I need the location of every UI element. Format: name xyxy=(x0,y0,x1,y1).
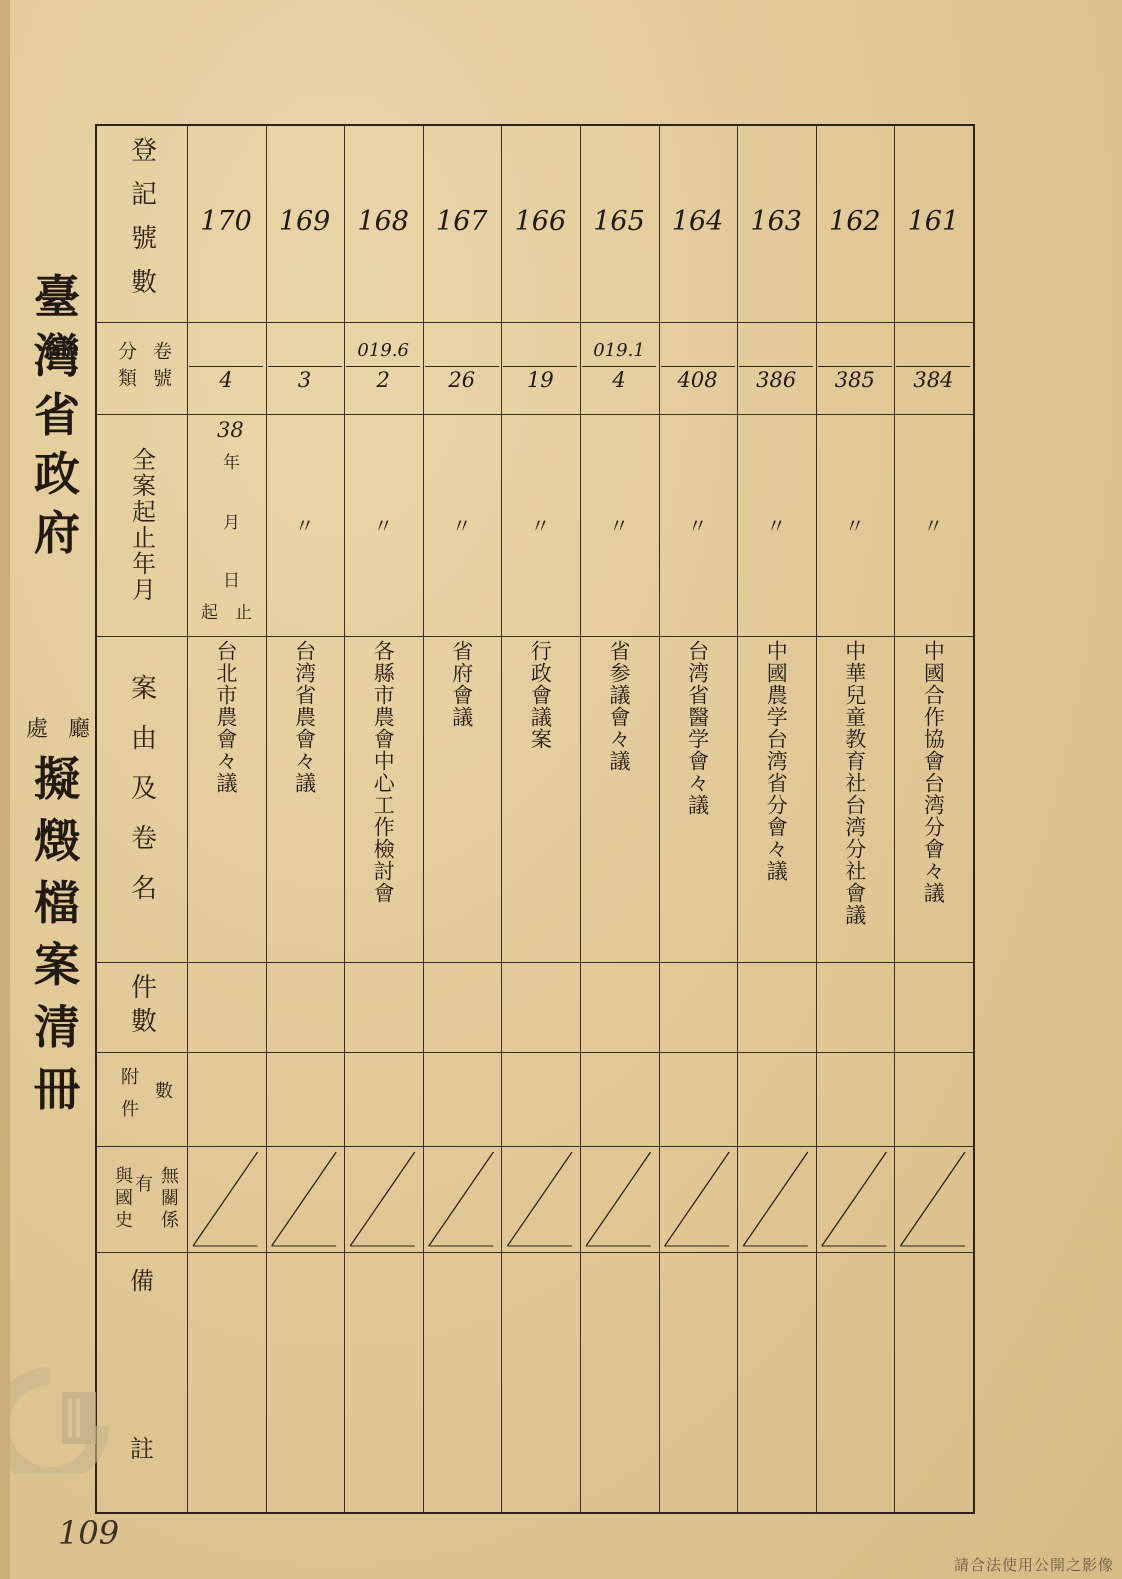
history-slash-mark xyxy=(193,1152,258,1246)
history-slash-mark xyxy=(900,1152,965,1246)
history-slash-mark xyxy=(665,1152,730,1246)
record-ditto-mark: 〃 xyxy=(844,514,865,538)
date-year-value: 38 xyxy=(217,418,244,442)
record-subject-text: 省参議會々議 xyxy=(607,640,631,772)
date-day-label: 日 xyxy=(223,571,240,591)
record-vol-no: 26 xyxy=(425,366,499,393)
history-slash-mark xyxy=(272,1152,337,1246)
record-vol-no: 385 xyxy=(818,366,892,393)
record-subject-text: 中國合作協會台湾分會々議 xyxy=(921,640,946,904)
record-vol-no: 19 xyxy=(503,366,577,393)
usage-watermark: 請合法使用公開之影像 xyxy=(953,1556,1114,1574)
date-start-label: 起 xyxy=(201,603,218,623)
header-subject xyxy=(97,636,187,962)
header-history xyxy=(97,1146,187,1252)
header-count-label: 件數 xyxy=(126,973,157,1041)
record-subject xyxy=(423,640,501,728)
side-title-char: 府 xyxy=(34,506,80,560)
record-subject xyxy=(187,640,265,794)
row-divider xyxy=(97,322,973,323)
header-remarks-top xyxy=(97,1252,187,1304)
header-history-label-b: 有 xyxy=(132,1174,153,1196)
record-subject-text: 中華兒童教育社台湾分社會議 xyxy=(842,640,867,926)
history-slash-mark xyxy=(429,1152,494,1246)
history-hatch-marks xyxy=(187,1146,973,1252)
column-divider xyxy=(423,126,424,1512)
record-subject-text: 各縣市農會中心工作檢討會 xyxy=(371,640,396,904)
record-reg-no: 165 xyxy=(593,206,645,237)
column-divider xyxy=(659,126,660,1512)
header-history-label-c: 與國史 xyxy=(112,1166,133,1232)
record-subject xyxy=(894,640,972,904)
header-remarks-bottom xyxy=(97,1416,187,1476)
row-divider xyxy=(97,1052,973,1053)
header-vol-cat xyxy=(97,322,187,414)
record-subject xyxy=(737,640,815,882)
side-title-char: 省 xyxy=(34,388,80,442)
record-ditto-mark: 〃 xyxy=(451,514,472,538)
record-reg-no: 163 xyxy=(750,206,802,237)
side-title-char: 檔 xyxy=(34,876,80,930)
record-ditto-mark: 〃 xyxy=(530,514,551,538)
header-column xyxy=(97,126,188,1512)
record-vol-no: 4 xyxy=(189,366,263,393)
record-subject xyxy=(344,640,422,904)
record-subject-text: 中國農学台湾省分會々議 xyxy=(764,640,789,882)
header-remarks-label2: 註 xyxy=(130,1434,154,1463)
record-subject xyxy=(659,640,737,816)
record-subject xyxy=(501,640,579,750)
history-slash-mark xyxy=(743,1152,808,1246)
record-ditto-mark: 〃 xyxy=(294,514,315,538)
record-vol-no: 3 xyxy=(268,366,342,393)
date-end-label: 止 xyxy=(235,603,252,623)
record-reg-no: 169 xyxy=(278,206,331,237)
record-subject-text: 台湾省農會々議 xyxy=(292,640,317,794)
side-title-char: 冊 xyxy=(34,1062,80,1116)
side-title-char: 臺 xyxy=(34,270,80,324)
side-title-form xyxy=(22,748,92,1120)
header-reg-no xyxy=(97,126,187,322)
header-attachments xyxy=(97,1052,187,1146)
record-reg-no: 162 xyxy=(829,206,881,237)
side-title-char: 清 xyxy=(34,1000,80,1054)
record-vol-no: 386 xyxy=(739,366,813,393)
column-divider xyxy=(266,126,267,1512)
column-divider xyxy=(580,126,581,1512)
header-remarks-label: 備 xyxy=(130,1266,154,1295)
header-attach-count-label: 數 xyxy=(152,1081,173,1117)
side-small-char: 處 xyxy=(26,717,49,742)
history-slash-mark xyxy=(350,1152,415,1246)
record-reg-no: 164 xyxy=(671,206,724,237)
record-subject xyxy=(816,640,894,926)
side-title-char: 灣 xyxy=(34,329,80,383)
header-attach-label: 附件 xyxy=(118,1067,139,1131)
record-cat-no: 019.1 xyxy=(593,340,645,361)
column-divider xyxy=(501,126,502,1512)
side-title-char: 擬 xyxy=(34,752,80,806)
record-subject-text: 台北市農會々議 xyxy=(214,640,238,794)
record-subject-text: 台湾省醫学會々議 xyxy=(685,640,710,816)
side-small-char: 廳 xyxy=(67,717,90,742)
side-title-agency xyxy=(22,268,92,563)
page-number: 109 xyxy=(58,1514,120,1552)
header-history-label-a: 無關係 xyxy=(158,1166,179,1232)
record-vol-no: 4 xyxy=(582,366,656,393)
record-subject xyxy=(580,640,658,772)
header-count xyxy=(97,962,187,1052)
record-subject xyxy=(266,640,344,794)
header-date-range xyxy=(97,414,187,636)
side-title-char: 案 xyxy=(34,938,80,992)
history-slash-mark xyxy=(507,1152,572,1246)
side-title-char: 燬 xyxy=(34,814,80,868)
header-subject-label: 案由及卷名 xyxy=(126,674,157,924)
record-ditto-mark: 〃 xyxy=(373,514,394,538)
row-divider xyxy=(97,636,973,637)
history-slash-mark xyxy=(822,1152,887,1246)
record-vol-no: 2 xyxy=(346,366,420,393)
page-edge xyxy=(0,0,10,1579)
date-month-label: 月 xyxy=(223,513,240,533)
archive-logo-icon xyxy=(10,1364,110,1474)
side-title-dept xyxy=(26,712,90,743)
record-reg-no: 167 xyxy=(436,206,488,237)
date-year-label: 年 xyxy=(223,453,240,473)
record-reg-no: 168 xyxy=(357,206,409,237)
record-reg-no: 170 xyxy=(200,206,252,237)
register-table xyxy=(95,124,975,1514)
header-cat-label: 分類 xyxy=(115,341,137,395)
row-divider xyxy=(97,1252,973,1253)
side-title-char: 政 xyxy=(34,447,80,501)
header-date-label: 全案起止年月 xyxy=(127,447,156,603)
record-vol-no: 408 xyxy=(661,366,735,393)
record-ditto-mark: 〃 xyxy=(766,514,787,538)
row-divider xyxy=(97,414,973,415)
record-subject-text: 行政會議案 xyxy=(528,640,553,750)
header-reg-no-label: 登記號數 xyxy=(126,136,157,312)
record-ditto-mark: 〃 xyxy=(923,514,944,538)
record-vol-no: 384 xyxy=(896,366,970,393)
record-ditto-mark: 〃 xyxy=(687,514,708,538)
record-reg-no: 166 xyxy=(514,206,567,237)
record-cat-no: 019.6 xyxy=(357,340,409,361)
record-subject-text: 省府會議 xyxy=(449,640,474,728)
header-vol-label: 卷號 xyxy=(150,341,172,395)
history-slash-mark xyxy=(586,1152,651,1246)
record-ditto-mark: 〃 xyxy=(609,514,629,538)
record-reg-no: 161 xyxy=(907,206,960,237)
date-fill-first-record xyxy=(195,418,261,628)
row-divider xyxy=(97,962,973,963)
